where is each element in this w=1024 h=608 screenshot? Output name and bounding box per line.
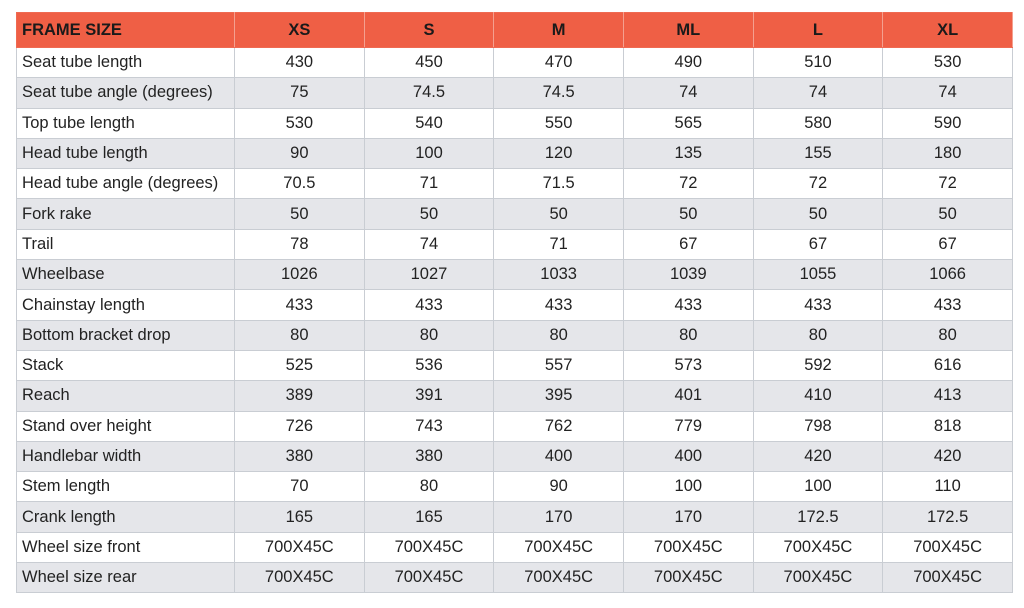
row-label: Top tube length <box>17 108 235 138</box>
cell-ml: 80 <box>623 320 753 350</box>
row-label: Crank length <box>17 502 235 532</box>
cell-xs: 70 <box>235 472 365 502</box>
cell-ml: 170 <box>623 502 753 532</box>
cell-l: 100 <box>753 472 883 502</box>
cell-ml: 50 <box>623 199 753 229</box>
cell-ml: 72 <box>623 169 753 199</box>
cell-s: 1027 <box>364 260 494 290</box>
size-header-ml: ML <box>623 13 753 48</box>
cell-l: 700X45C <box>753 532 883 562</box>
cell-s: 536 <box>364 350 494 380</box>
cell-m: 700X45C <box>494 532 624 562</box>
cell-ml: 490 <box>623 48 753 78</box>
cell-s: 74 <box>364 229 494 259</box>
row-label: Seat tube angle (degrees) <box>17 78 235 108</box>
cell-xl: 413 <box>883 381 1013 411</box>
cell-l: 50 <box>753 199 883 229</box>
cell-xl: 72 <box>883 169 1013 199</box>
cell-s: 100 <box>364 138 494 168</box>
cell-xs: 700X45C <box>235 563 365 593</box>
cell-s: 380 <box>364 441 494 471</box>
cell-m: 400 <box>494 441 624 471</box>
cell-s: 80 <box>364 472 494 502</box>
cell-m: 80 <box>494 320 624 350</box>
row-label: Reach <box>17 381 235 411</box>
cell-xl: 74 <box>883 78 1013 108</box>
cell-l: 80 <box>753 320 883 350</box>
table-row <box>17 260 1013 290</box>
cell-s: 743 <box>364 411 494 441</box>
cell-xs: 430 <box>235 48 365 78</box>
cell-xl: 67 <box>883 229 1013 259</box>
cell-m: 74.5 <box>494 78 624 108</box>
cell-s: 165 <box>364 502 494 532</box>
size-header-m: M <box>494 13 624 48</box>
row-label: Wheel size front <box>17 532 235 562</box>
cell-xs: 70.5 <box>235 169 365 199</box>
cell-s: 74.5 <box>364 78 494 108</box>
row-label: Stem length <box>17 472 235 502</box>
cell-l: 1055 <box>753 260 883 290</box>
cell-l: 798 <box>753 411 883 441</box>
cell-xs: 700X45C <box>235 532 365 562</box>
cell-xs: 530 <box>235 108 365 138</box>
table-row <box>17 563 1013 593</box>
table-row <box>17 502 1013 532</box>
cell-m: 120 <box>494 138 624 168</box>
cell-ml: 573 <box>623 350 753 380</box>
size-header-s: S <box>364 13 494 48</box>
cell-xs: 525 <box>235 350 365 380</box>
row-label: Handlebar width <box>17 441 235 471</box>
cell-m: 90 <box>494 472 624 502</box>
cell-xs: 78 <box>235 229 365 259</box>
row-label: Stack <box>17 350 235 380</box>
row-label: Seat tube length <box>17 48 235 78</box>
cell-ml: 67 <box>623 229 753 259</box>
cell-xs: 389 <box>235 381 365 411</box>
cell-s: 80 <box>364 320 494 350</box>
row-label: Head tube angle (degrees) <box>17 169 235 199</box>
cell-m: 170 <box>494 502 624 532</box>
cell-xl: 50 <box>883 199 1013 229</box>
row-label: Head tube length <box>17 138 235 168</box>
table-row <box>17 169 1013 199</box>
cell-l: 420 <box>753 441 883 471</box>
cell-xl: 818 <box>883 411 1013 441</box>
cell-ml: 135 <box>623 138 753 168</box>
table-row <box>17 381 1013 411</box>
cell-ml: 100 <box>623 472 753 502</box>
cell-l: 172.5 <box>753 502 883 532</box>
header-row <box>17 13 1013 48</box>
cell-xl: 1066 <box>883 260 1013 290</box>
cell-xs: 80 <box>235 320 365 350</box>
row-label: Wheelbase <box>17 260 235 290</box>
cell-xl: 180 <box>883 138 1013 168</box>
cell-xl: 616 <box>883 350 1013 380</box>
table-header <box>17 13 1013 48</box>
row-label: Stand over height <box>17 411 235 441</box>
row-label: Fork rake <box>17 199 235 229</box>
cell-ml: 1039 <box>623 260 753 290</box>
table-row <box>17 320 1013 350</box>
cell-s: 50 <box>364 199 494 229</box>
table-row <box>17 138 1013 168</box>
cell-m: 395 <box>494 381 624 411</box>
cell-ml: 401 <box>623 381 753 411</box>
table-row <box>17 78 1013 108</box>
size-header-l: L <box>753 13 883 48</box>
cell-xl: 433 <box>883 290 1013 320</box>
cell-ml: 433 <box>623 290 753 320</box>
cell-s: 540 <box>364 108 494 138</box>
table-row <box>17 108 1013 138</box>
cell-xs: 380 <box>235 441 365 471</box>
cell-m: 557 <box>494 350 624 380</box>
cell-s: 433 <box>364 290 494 320</box>
table-row <box>17 229 1013 259</box>
cell-ml: 74 <box>623 78 753 108</box>
table-body <box>17 48 1013 593</box>
cell-l: 155 <box>753 138 883 168</box>
cell-l: 700X45C <box>753 563 883 593</box>
row-label: Trail <box>17 229 235 259</box>
row-label: Wheel size rear <box>17 563 235 593</box>
cell-xs: 50 <box>235 199 365 229</box>
cell-m: 550 <box>494 108 624 138</box>
size-header-xl: XL <box>883 13 1013 48</box>
cell-l: 433 <box>753 290 883 320</box>
frame-size-header: FRAME SIZE <box>17 13 235 48</box>
row-label: Bottom bracket drop <box>17 320 235 350</box>
frame-geometry-table <box>16 12 1013 593</box>
table-row <box>17 472 1013 502</box>
cell-xs: 1026 <box>235 260 365 290</box>
cell-xl: 700X45C <box>883 563 1013 593</box>
cell-s: 450 <box>364 48 494 78</box>
table-row <box>17 48 1013 78</box>
table-row <box>17 411 1013 441</box>
cell-ml: 700X45C <box>623 563 753 593</box>
cell-m: 1033 <box>494 260 624 290</box>
cell-xl: 590 <box>883 108 1013 138</box>
cell-ml: 565 <box>623 108 753 138</box>
cell-s: 391 <box>364 381 494 411</box>
cell-l: 410 <box>753 381 883 411</box>
cell-xl: 172.5 <box>883 502 1013 532</box>
cell-m: 71.5 <box>494 169 624 199</box>
cell-m: 433 <box>494 290 624 320</box>
cell-ml: 400 <box>623 441 753 471</box>
table-row <box>17 290 1013 320</box>
cell-xl: 80 <box>883 320 1013 350</box>
cell-xl: 110 <box>883 472 1013 502</box>
cell-m: 71 <box>494 229 624 259</box>
cell-m: 700X45C <box>494 563 624 593</box>
table-row <box>17 532 1013 562</box>
table-row <box>17 199 1013 229</box>
cell-l: 74 <box>753 78 883 108</box>
cell-m: 470 <box>494 48 624 78</box>
cell-xl: 420 <box>883 441 1013 471</box>
cell-l: 580 <box>753 108 883 138</box>
cell-xs: 90 <box>235 138 365 168</box>
cell-xs: 433 <box>235 290 365 320</box>
table-row <box>17 350 1013 380</box>
cell-ml: 779 <box>623 411 753 441</box>
cell-xl: 700X45C <box>883 532 1013 562</box>
row-label: Chainstay length <box>17 290 235 320</box>
cell-xl: 530 <box>883 48 1013 78</box>
cell-m: 50 <box>494 199 624 229</box>
cell-xs: 165 <box>235 502 365 532</box>
cell-l: 592 <box>753 350 883 380</box>
cell-xs: 75 <box>235 78 365 108</box>
size-header-xs: XS <box>235 13 365 48</box>
table-row <box>17 441 1013 471</box>
cell-s: 700X45C <box>364 532 494 562</box>
cell-l: 510 <box>753 48 883 78</box>
cell-l: 72 <box>753 169 883 199</box>
cell-l: 67 <box>753 229 883 259</box>
cell-s: 71 <box>364 169 494 199</box>
cell-xs: 726 <box>235 411 365 441</box>
cell-m: 762 <box>494 411 624 441</box>
cell-s: 700X45C <box>364 563 494 593</box>
cell-ml: 700X45C <box>623 532 753 562</box>
